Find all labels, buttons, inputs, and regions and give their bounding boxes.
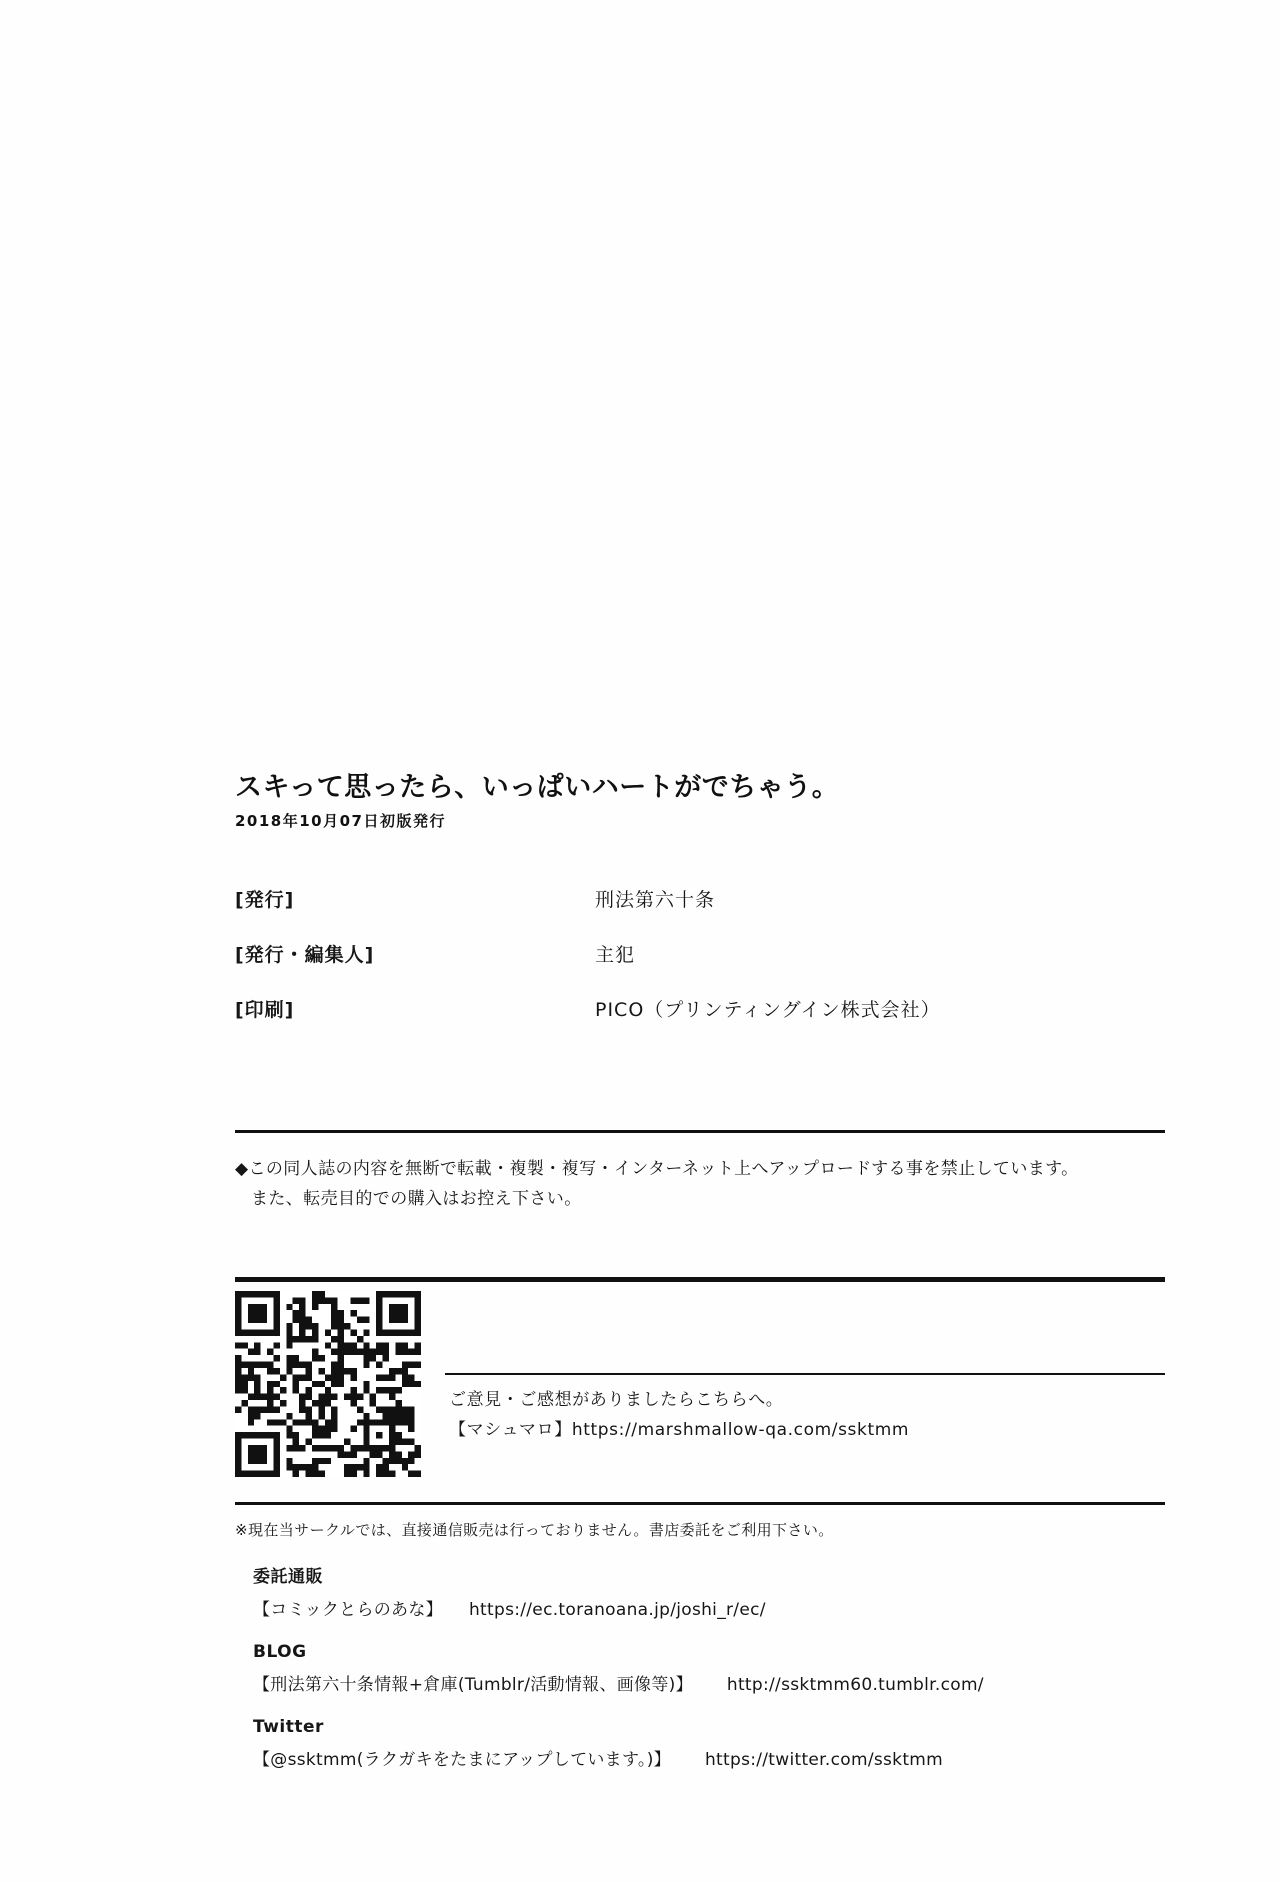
list-item: [253, 1745, 1165, 1770]
copyright-notice-line1: ◆この同人誌の内容を無断で転載・複製・複写・インターネット上へアップロードする事を禁止しています。: [235, 1159, 1079, 1179]
credit-value: 刑法第六十条: [595, 889, 716, 911]
credit-label: [発行・編集人]: [235, 944, 375, 966]
colophon-block: [235, 765, 1165, 1770]
link-group-blog: [235, 1642, 1165, 1695]
qr-message-line2: 【マシュマロ】https://marshmallow-qa.com/ssktmm: [449, 1420, 910, 1441]
link-group-heading: BLOG: [253, 1641, 307, 1662]
divider-above-links: [235, 1502, 1165, 1505]
copyright-notice: [235, 1155, 1165, 1215]
link-name: 【コミックとらのあな】: [253, 1599, 443, 1620]
link-group-twitter: [235, 1717, 1165, 1770]
copyright-notice-line2: また、転売目的での購入はお控え下さい。: [251, 1188, 582, 1209]
link-url[interactable]: https://ec.toranoana.jp/joshi_r/ec/: [468, 1599, 766, 1620]
list-item: [253, 1670, 1165, 1695]
qr-message-line1: ご意見・ご感想がありましたらこちらへ。: [449, 1389, 784, 1410]
link-group-shop: [235, 1562, 1165, 1620]
qr-message-area: [445, 1277, 1165, 1467]
links-block: [235, 1502, 1165, 1770]
qr-code-image: [235, 1291, 421, 1477]
copyright-notice-block: [235, 1130, 1165, 1215]
credits-table: [235, 885, 1165, 1050]
link-url[interactable]: https://twitter.com/ssktmm: [704, 1749, 943, 1770]
qr-message: [449, 1385, 909, 1446]
table-row: [235, 885, 1165, 940]
divider-above-notice: [235, 1130, 1165, 1133]
link-group-heading: 委託通販: [253, 1566, 323, 1587]
credit-value: 主犯: [595, 944, 636, 966]
credit-label: [印刷]: [235, 999, 295, 1021]
qr-contact-block: [235, 1277, 1165, 1492]
table-row: [235, 940, 1165, 995]
link-url[interactable]: http://ssktmm60.tumblr.com/: [726, 1674, 984, 1695]
table-row: [235, 995, 1165, 1050]
link-name: 【刑法第六十条情報+倉庫(Tumblr/活動情報、画像等)】: [253, 1674, 693, 1695]
publication-date: 2018年10月07日初版発行: [235, 812, 446, 830]
link-group-heading: Twitter: [253, 1716, 324, 1737]
credit-label: [発行]: [235, 889, 295, 911]
divider-above-qr-message: [445, 1373, 1165, 1375]
credit-value: PICO（プリンティングイン株式会社）: [595, 999, 941, 1021]
mail-order-note: ※現在当サークルでは、直接通信販売は行っておりません。書店委託をご利用下さい。: [235, 1520, 834, 1539]
link-name: 【@ssktmm(ラクガキをたまにアップしています。)】: [253, 1749, 671, 1770]
book-title: スキって思ったら、いっぱいハートがでちゃう。: [235, 772, 840, 803]
list-item: [253, 1595, 1165, 1620]
